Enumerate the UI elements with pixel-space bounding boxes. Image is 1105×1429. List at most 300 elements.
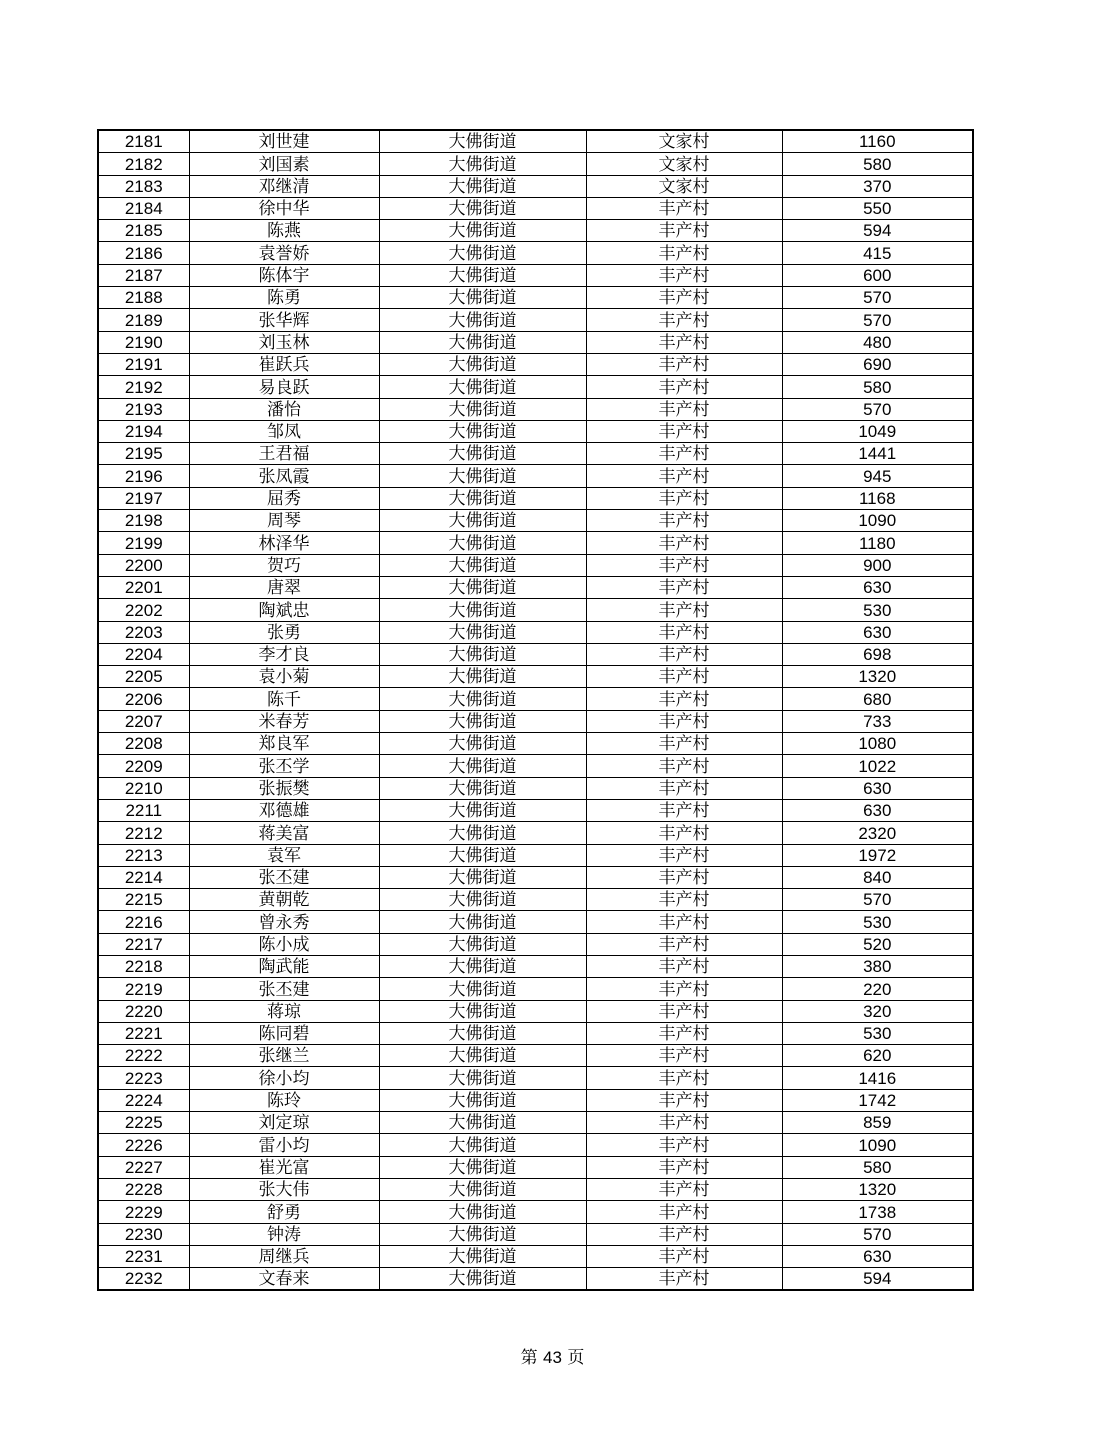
street-cell: 大佛街道	[379, 487, 586, 509]
village-cell: 丰产村	[586, 710, 782, 732]
village-cell: 丰产村	[586, 264, 782, 286]
street-cell: 大佛街道	[379, 1178, 586, 1200]
street-cell: 大佛街道	[379, 130, 586, 153]
page-number: 43	[543, 1348, 562, 1367]
name-cell: 袁军	[189, 844, 379, 866]
row-number-cell: 2205	[98, 666, 189, 688]
row-number-cell: 2215	[98, 889, 189, 911]
table-row	[98, 822, 973, 844]
street-cell: 大佛街道	[379, 443, 586, 465]
street-cell: 大佛街道	[379, 287, 586, 309]
name-cell: 唐翠	[189, 576, 379, 598]
street-cell: 大佛街道	[379, 1268, 586, 1291]
table-row	[98, 777, 973, 799]
row-number-cell: 2192	[98, 376, 189, 398]
village-cell: 丰产村	[586, 844, 782, 866]
amount-cell: 1049	[782, 420, 973, 442]
row-number-cell: 2230	[98, 1223, 189, 1245]
row-number-cell: 2212	[98, 822, 189, 844]
table-row	[98, 376, 973, 398]
amount-cell: 1168	[782, 487, 973, 509]
village-cell: 丰产村	[586, 353, 782, 375]
table-row	[98, 487, 973, 509]
amount-cell: 1180	[782, 532, 973, 554]
amount-cell: 530	[782, 599, 973, 621]
table-row	[98, 866, 973, 888]
name-cell: 王君福	[189, 443, 379, 465]
row-number-cell: 2200	[98, 554, 189, 576]
amount-cell: 1090	[782, 510, 973, 532]
village-cell: 丰产村	[586, 1245, 782, 1267]
amount-cell: 220	[782, 978, 973, 1000]
village-cell: 丰产村	[586, 889, 782, 911]
row-number-cell: 2218	[98, 955, 189, 977]
row-number-cell: 2222	[98, 1045, 189, 1067]
table-row	[98, 153, 973, 175]
row-number-cell: 2198	[98, 510, 189, 532]
name-cell: 潘怡	[189, 398, 379, 420]
street-cell: 大佛街道	[379, 1112, 586, 1134]
row-number-cell: 2181	[98, 130, 189, 153]
table-row	[98, 1245, 973, 1267]
row-number-cell: 2214	[98, 866, 189, 888]
amount-cell: 550	[782, 197, 973, 219]
name-cell: 邓德雄	[189, 799, 379, 821]
row-number-cell: 2220	[98, 1000, 189, 1022]
name-cell: 贺巧	[189, 554, 379, 576]
row-number-cell: 2182	[98, 153, 189, 175]
name-cell: 张丕学	[189, 755, 379, 777]
table-row	[98, 554, 973, 576]
name-cell: 张勇	[189, 621, 379, 643]
name-cell: 张凤霞	[189, 465, 379, 487]
street-cell: 大佛街道	[379, 1000, 586, 1022]
table-row	[98, 1045, 973, 1067]
street-cell: 大佛街道	[379, 331, 586, 353]
row-number-cell: 2219	[98, 978, 189, 1000]
amount-cell: 1022	[782, 755, 973, 777]
street-cell: 大佛街道	[379, 264, 586, 286]
table-row	[98, 1156, 973, 1178]
name-cell: 蒋美富	[189, 822, 379, 844]
row-number-cell: 2225	[98, 1112, 189, 1134]
row-number-cell: 2197	[98, 487, 189, 509]
name-cell: 张大伟	[189, 1178, 379, 1200]
table-row	[98, 755, 973, 777]
amount-cell: 1090	[782, 1134, 973, 1156]
amount-cell: 620	[782, 1045, 973, 1067]
name-cell: 刘国素	[189, 153, 379, 175]
street-cell: 大佛街道	[379, 777, 586, 799]
amount-cell: 570	[782, 1223, 973, 1245]
table-row	[98, 1268, 973, 1291]
street-cell: 大佛街道	[379, 911, 586, 933]
table-row	[98, 911, 973, 933]
street-cell: 大佛街道	[379, 153, 586, 175]
village-cell: 丰产村	[586, 1156, 782, 1178]
village-cell: 丰产村	[586, 1268, 782, 1291]
street-cell: 大佛街道	[379, 755, 586, 777]
table-row	[98, 978, 973, 1000]
name-cell: 陈千	[189, 688, 379, 710]
amount-cell: 480	[782, 331, 973, 353]
table-row	[98, 287, 973, 309]
row-number-cell: 2223	[98, 1067, 189, 1089]
street-cell: 大佛街道	[379, 666, 586, 688]
table-row	[98, 443, 973, 465]
row-number-cell: 2221	[98, 1022, 189, 1044]
row-number-cell: 2217	[98, 933, 189, 955]
street-cell: 大佛街道	[379, 889, 586, 911]
row-number-cell: 2231	[98, 1245, 189, 1267]
table-row	[98, 130, 973, 153]
amount-cell: 2320	[782, 822, 973, 844]
row-number-cell: 2185	[98, 220, 189, 242]
village-cell: 丰产村	[586, 621, 782, 643]
amount-cell: 380	[782, 955, 973, 977]
street-cell: 大佛街道	[379, 309, 586, 331]
street-cell: 大佛街道	[379, 733, 586, 755]
page-footer-prefix: 第	[520, 1348, 538, 1368]
amount-cell: 698	[782, 643, 973, 665]
amount-cell: 570	[782, 398, 973, 420]
row-number-cell: 2224	[98, 1089, 189, 1111]
table-row	[98, 889, 973, 911]
street-cell: 大佛街道	[379, 643, 586, 665]
village-cell: 丰产村	[586, 955, 782, 977]
village-cell: 丰产村	[586, 197, 782, 219]
village-cell: 丰产村	[586, 420, 782, 442]
village-cell: 文家村	[586, 153, 782, 175]
amount-cell: 594	[782, 220, 973, 242]
village-cell: 丰产村	[586, 510, 782, 532]
name-cell: 邹凤	[189, 420, 379, 442]
amount-cell: 520	[782, 933, 973, 955]
street-cell: 大佛街道	[379, 844, 586, 866]
amount-cell: 1416	[782, 1067, 973, 1089]
street-cell: 大佛街道	[379, 1067, 586, 1089]
amount-cell: 415	[782, 242, 973, 264]
amount-cell: 690	[782, 353, 973, 375]
village-cell: 丰产村	[586, 755, 782, 777]
street-cell: 大佛街道	[379, 710, 586, 732]
name-cell: 崔光富	[189, 1156, 379, 1178]
village-cell: 丰产村	[586, 443, 782, 465]
row-number-cell: 2201	[98, 576, 189, 598]
street-cell: 大佛街道	[379, 799, 586, 821]
amount-cell: 580	[782, 1156, 973, 1178]
street-cell: 大佛街道	[379, 197, 586, 219]
village-cell: 丰产村	[586, 487, 782, 509]
name-cell: 郑良军	[189, 733, 379, 755]
name-cell: 曾永秀	[189, 911, 379, 933]
row-number-cell: 2207	[98, 710, 189, 732]
table-row	[98, 420, 973, 442]
name-cell: 钟涛	[189, 1223, 379, 1245]
row-number-cell: 2202	[98, 599, 189, 621]
row-number-cell: 2186	[98, 242, 189, 264]
street-cell: 大佛街道	[379, 420, 586, 442]
street-cell: 大佛街道	[379, 933, 586, 955]
table-row	[98, 621, 973, 643]
row-number-cell: 2196	[98, 465, 189, 487]
table-row	[98, 465, 973, 487]
table-row	[98, 688, 973, 710]
table-row	[98, 353, 973, 375]
village-cell: 丰产村	[586, 978, 782, 1000]
village-cell: 丰产村	[586, 1089, 782, 1111]
row-number-cell: 2194	[98, 420, 189, 442]
name-cell: 袁誉娇	[189, 242, 379, 264]
table-row	[98, 955, 973, 977]
amount-cell: 680	[782, 688, 973, 710]
table-row	[98, 1223, 973, 1245]
row-number-cell: 2211	[98, 799, 189, 821]
row-number-cell: 2228	[98, 1178, 189, 1200]
table-row	[98, 1000, 973, 1022]
row-number-cell: 2193	[98, 398, 189, 420]
name-cell: 陈体宇	[189, 264, 379, 286]
table-row	[98, 799, 973, 821]
row-number-cell: 2229	[98, 1201, 189, 1223]
table-row	[98, 643, 973, 665]
village-cell: 丰产村	[586, 666, 782, 688]
village-cell: 丰产村	[586, 331, 782, 353]
street-cell: 大佛街道	[379, 398, 586, 420]
table-row	[98, 532, 973, 554]
name-cell: 蒋琼	[189, 1000, 379, 1022]
village-cell: 丰产村	[586, 688, 782, 710]
amount-cell: 859	[782, 1112, 973, 1134]
amount-cell: 580	[782, 376, 973, 398]
village-cell: 丰产村	[586, 242, 782, 264]
street-cell: 大佛街道	[379, 1022, 586, 1044]
table-row	[98, 599, 973, 621]
amount-cell: 570	[782, 889, 973, 911]
name-cell: 周琴	[189, 510, 379, 532]
village-cell: 丰产村	[586, 287, 782, 309]
village-cell: 文家村	[586, 175, 782, 197]
row-number-cell: 2187	[98, 264, 189, 286]
name-cell: 张继兰	[189, 1045, 379, 1067]
amount-cell: 840	[782, 866, 973, 888]
name-cell: 陈勇	[189, 287, 379, 309]
street-cell: 大佛街道	[379, 1045, 586, 1067]
name-cell: 袁小菊	[189, 666, 379, 688]
street-cell: 大佛街道	[379, 220, 586, 242]
table-row	[98, 510, 973, 532]
table-row	[98, 309, 973, 331]
name-cell: 徐中华	[189, 197, 379, 219]
village-cell: 丰产村	[586, 465, 782, 487]
village-cell: 丰产村	[586, 911, 782, 933]
name-cell: 陈玲	[189, 1089, 379, 1111]
village-cell: 丰产村	[586, 599, 782, 621]
row-number-cell: 2208	[98, 733, 189, 755]
street-cell: 大佛街道	[379, 599, 586, 621]
village-cell: 丰产村	[586, 1045, 782, 1067]
village-cell: 丰产村	[586, 532, 782, 554]
street-cell: 大佛街道	[379, 242, 586, 264]
street-cell: 大佛街道	[379, 576, 586, 598]
name-cell: 张丕建	[189, 978, 379, 1000]
village-cell: 文家村	[586, 130, 782, 153]
row-number-cell: 2183	[98, 175, 189, 197]
street-cell: 大佛街道	[379, 175, 586, 197]
street-cell: 大佛街道	[379, 510, 586, 532]
amount-cell: 733	[782, 710, 973, 732]
row-number-cell: 2195	[98, 443, 189, 465]
table-row	[98, 733, 973, 755]
amount-cell: 570	[782, 287, 973, 309]
row-number-cell: 2199	[98, 532, 189, 554]
street-cell: 大佛街道	[379, 465, 586, 487]
amount-cell: 530	[782, 1022, 973, 1044]
table-row	[98, 331, 973, 353]
data-table	[97, 129, 974, 1291]
amount-cell: 630	[782, 576, 973, 598]
amount-cell: 570	[782, 309, 973, 331]
amount-cell: 630	[782, 777, 973, 799]
name-cell: 易良跃	[189, 376, 379, 398]
village-cell: 丰产村	[586, 1223, 782, 1245]
amount-cell: 600	[782, 264, 973, 286]
street-cell: 大佛街道	[379, 376, 586, 398]
village-cell: 丰产村	[586, 398, 782, 420]
table-body	[98, 130, 973, 1290]
name-cell: 周继兵	[189, 1245, 379, 1267]
street-cell: 大佛街道	[379, 688, 586, 710]
table-row	[98, 710, 973, 732]
row-number-cell: 2203	[98, 621, 189, 643]
name-cell: 陈燕	[189, 220, 379, 242]
street-cell: 大佛街道	[379, 554, 586, 576]
row-number-cell: 2232	[98, 1268, 189, 1291]
amount-cell: 1441	[782, 443, 973, 465]
row-number-cell: 2206	[98, 688, 189, 710]
name-cell: 陶斌忠	[189, 599, 379, 621]
name-cell: 雷小均	[189, 1134, 379, 1156]
village-cell: 丰产村	[586, 866, 782, 888]
name-cell: 屈秀	[189, 487, 379, 509]
amount-cell: 1160	[782, 130, 973, 153]
amount-cell: 630	[782, 799, 973, 821]
street-cell: 大佛街道	[379, 353, 586, 375]
street-cell: 大佛街道	[379, 1201, 586, 1223]
page-footer-suffix: 页	[567, 1348, 585, 1368]
name-cell: 陈小成	[189, 933, 379, 955]
name-cell: 黄朝乾	[189, 889, 379, 911]
row-number-cell: 2209	[98, 755, 189, 777]
row-number-cell: 2191	[98, 353, 189, 375]
table-row	[98, 220, 973, 242]
village-cell: 丰产村	[586, 1178, 782, 1200]
name-cell: 米春芳	[189, 710, 379, 732]
amount-cell: 1320	[782, 1178, 973, 1200]
street-cell: 大佛街道	[379, 955, 586, 977]
name-cell: 刘玉林	[189, 331, 379, 353]
amount-cell: 530	[782, 911, 973, 933]
amount-cell: 1080	[782, 733, 973, 755]
name-cell: 林泽华	[189, 532, 379, 554]
table-row	[98, 1022, 973, 1044]
amount-cell: 594	[782, 1268, 973, 1291]
village-cell: 丰产村	[586, 1201, 782, 1223]
row-number-cell: 2226	[98, 1134, 189, 1156]
amount-cell: 945	[782, 465, 973, 487]
name-cell: 邓继清	[189, 175, 379, 197]
street-cell: 大佛街道	[379, 532, 586, 554]
name-cell: 张振樊	[189, 777, 379, 799]
name-cell: 张华辉	[189, 309, 379, 331]
name-cell: 刘定琼	[189, 1112, 379, 1134]
table-row	[98, 197, 973, 219]
village-cell: 丰产村	[586, 376, 782, 398]
amount-cell: 1972	[782, 844, 973, 866]
amount-cell: 580	[782, 153, 973, 175]
table-row	[98, 1112, 973, 1134]
table-row	[98, 1067, 973, 1089]
name-cell: 崔跃兵	[189, 353, 379, 375]
village-cell: 丰产村	[586, 1067, 782, 1089]
street-cell: 大佛街道	[379, 866, 586, 888]
village-cell: 丰产村	[586, 933, 782, 955]
name-cell: 张丕建	[189, 866, 379, 888]
name-cell: 徐小均	[189, 1067, 379, 1089]
table-row	[98, 1201, 973, 1223]
amount-cell: 630	[782, 1245, 973, 1267]
row-number-cell: 2204	[98, 643, 189, 665]
table-row	[98, 398, 973, 420]
street-cell: 大佛街道	[379, 822, 586, 844]
table-row	[98, 1178, 973, 1200]
village-cell: 丰产村	[586, 1022, 782, 1044]
name-cell: 刘世建	[189, 130, 379, 153]
page-footer	[0, 1343, 1105, 1368]
street-cell: 大佛街道	[379, 1089, 586, 1111]
row-number-cell: 2216	[98, 911, 189, 933]
village-cell: 丰产村	[586, 576, 782, 598]
table-row	[98, 666, 973, 688]
amount-cell: 1742	[782, 1089, 973, 1111]
street-cell: 大佛街道	[379, 1223, 586, 1245]
table-row	[98, 264, 973, 286]
table-row	[98, 844, 973, 866]
row-number-cell: 2227	[98, 1156, 189, 1178]
table-row	[98, 1134, 973, 1156]
village-cell: 丰产村	[586, 554, 782, 576]
amount-cell: 320	[782, 1000, 973, 1022]
village-cell: 丰产村	[586, 1112, 782, 1134]
row-number-cell: 2213	[98, 844, 189, 866]
row-number-cell: 2190	[98, 331, 189, 353]
village-cell: 丰产村	[586, 1134, 782, 1156]
amount-cell: 1320	[782, 666, 973, 688]
village-cell: 丰产村	[586, 309, 782, 331]
table-row	[98, 175, 973, 197]
table-row	[98, 242, 973, 264]
village-cell: 丰产村	[586, 643, 782, 665]
row-number-cell: 2189	[98, 309, 189, 331]
row-number-cell: 2184	[98, 197, 189, 219]
village-cell: 丰产村	[586, 220, 782, 242]
row-number-cell: 2210	[98, 777, 189, 799]
table-row	[98, 1089, 973, 1111]
street-cell: 大佛街道	[379, 1245, 586, 1267]
street-cell: 大佛街道	[379, 621, 586, 643]
name-cell: 李才良	[189, 643, 379, 665]
street-cell: 大佛街道	[379, 978, 586, 1000]
